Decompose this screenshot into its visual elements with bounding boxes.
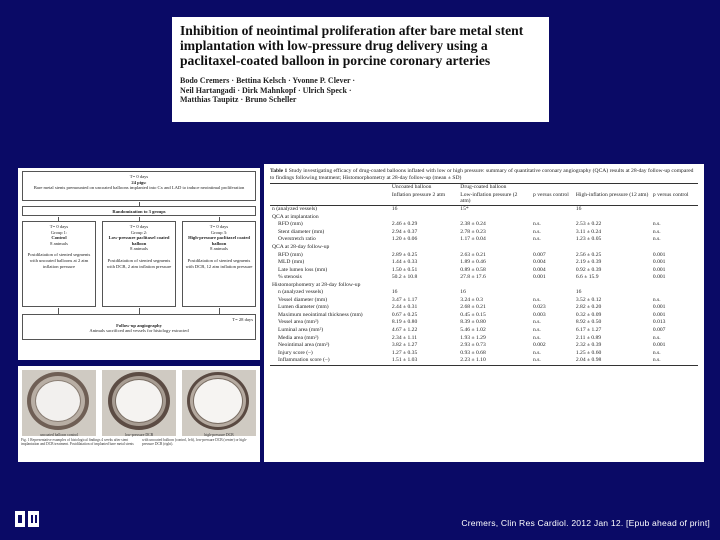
table-row xyxy=(270,342,698,350)
table-row-label: Lumen diameter (mm) xyxy=(278,304,329,311)
table-cell xyxy=(651,244,698,252)
table-row-label: n (analyzed vessels) xyxy=(272,206,318,213)
table-cell: n.s. xyxy=(652,221,661,228)
table-row xyxy=(270,357,698,365)
table-cell: 8.39 ± 0.80 xyxy=(460,319,486,326)
publisher-logo-icon xyxy=(14,509,40,529)
table-cell: 0.001 xyxy=(533,274,546,281)
table-header-cell: Drug-coated balloon xyxy=(458,184,531,192)
group-detail: Postdilatation of stented segments with DCB, 2 atm inflation pressure xyxy=(106,257,172,269)
table-cell: 2.04 ± 0.98 xyxy=(574,357,651,365)
table-row xyxy=(270,319,698,327)
table-cell xyxy=(531,206,574,214)
author-line: Neil Hartangadi · Dirk Mahnkopf · Ulrich Speck · xyxy=(180,85,352,95)
group-name: Group 1: xyxy=(50,229,68,235)
flowchart-day: T= 0 days xyxy=(129,174,149,179)
table-cell: 0.001 xyxy=(652,266,666,273)
histology-caption: Fig. 1 Representative examples of histological findings 4 weeks after stent implantation and DCB treatment. Postdilatation of implanted bare metal stents with uncoated balloon (control, left), low-pressure DCB (center) or high-pressure DCB (right). xyxy=(21,438,248,447)
table-cell: 0.45 ± 0.15 xyxy=(460,311,486,318)
table-row-label: Stent diameter (mm) xyxy=(278,228,325,235)
histology-label: low-pressure DCB xyxy=(124,433,154,437)
table-cell: 2.89 ± 0.25 xyxy=(391,251,418,258)
table-header-cell xyxy=(270,192,390,206)
flowchart-randomization: Randomization to 3 groups xyxy=(22,206,256,216)
group-name: Group 3: xyxy=(210,229,228,235)
table-cell: 16 xyxy=(460,289,466,296)
table-row xyxy=(270,297,698,305)
group-title: Low-pressure paclitaxel coated balloon xyxy=(108,235,170,246)
table-cell: 2.38 ± 0.24 xyxy=(460,221,486,228)
table-cell: 2.93 ± 0.73 xyxy=(460,342,486,349)
table-cell: 0.004 xyxy=(533,259,546,266)
table-row-label: Inflammation score (–) xyxy=(270,357,390,365)
group-day: T= 0 days xyxy=(49,224,69,229)
group-title: High-pressure paclitaxel coated balloon xyxy=(188,235,250,246)
table-body xyxy=(270,206,698,365)
table-cell: 0.007 xyxy=(652,326,666,333)
table-row-label: Injury score (–) xyxy=(278,349,313,356)
table-cell xyxy=(574,214,651,222)
table-row-label: QCA at implantation xyxy=(272,213,319,220)
table-cell: 1.50 ± 0.51 xyxy=(391,266,418,273)
flowchart-group-1 xyxy=(22,221,96,307)
table-cell: n.s. xyxy=(652,236,661,243)
table-row xyxy=(270,244,698,252)
table-cell: 1.23 ± 0.05 xyxy=(575,236,602,243)
group-animals: 8 animals xyxy=(210,246,228,252)
table-cell: 1.44 ± 0.33 xyxy=(391,259,418,266)
table-cell: 0.001 xyxy=(652,311,666,318)
paper-authors xyxy=(180,76,541,105)
table-row xyxy=(270,214,698,222)
table-header-cell xyxy=(651,184,698,192)
table-cell: 2.94 ± 0.37 xyxy=(391,228,418,235)
table-row-label: QCA at 28-day follow-up xyxy=(272,243,330,250)
table-row xyxy=(270,221,698,229)
table-cell: n.s. xyxy=(531,357,574,365)
table-cell: 2.19 ± 0.39 xyxy=(575,259,602,266)
table-row-label: Overstretch ratio xyxy=(278,236,316,243)
table-cell xyxy=(458,214,531,222)
table-cell xyxy=(390,214,458,222)
table-row-label: Vessel diameter (mm) xyxy=(278,296,328,303)
table-cell: 3.11 ± 0.24 xyxy=(575,228,602,235)
table-cell xyxy=(651,289,698,297)
table-cell: 0.001 xyxy=(652,259,666,266)
table-cell: 1.89 ± 0.46 xyxy=(460,259,486,266)
table-row-label: Late lumen loss (mm) xyxy=(278,266,328,273)
table-cell: n.s. xyxy=(652,334,661,341)
table-caption-text: Study investigating efficacy of drug-coated balloons inflated with low or high pressure: summary of quantitative coronary angiography (QCA) results at 28-day follow-up compared to findings following treatment; Histomorphometry at 28-day follow-up (mean ± SD) xyxy=(270,168,694,181)
table-row xyxy=(270,304,698,312)
table-cell: 0.001 xyxy=(652,342,666,349)
table-row xyxy=(270,267,698,275)
flowchart-pigs: 24 pigs: xyxy=(131,179,147,185)
table-row-label: n (analyzed vessels) xyxy=(278,289,324,296)
group-name: Group 2: xyxy=(130,229,148,235)
flowchart-top-box xyxy=(22,171,256,201)
table-row xyxy=(270,252,698,260)
followup-title: Follow-up angiography xyxy=(116,322,162,328)
table-cell: 2.46 ± 0.29 xyxy=(391,221,418,228)
table-row xyxy=(270,259,698,267)
table-cell: 6.17 ± 1.27 xyxy=(575,326,602,333)
table-cell xyxy=(390,282,458,290)
table-cell xyxy=(458,282,531,290)
table-cell: 1.17 ± 0.04 xyxy=(460,236,486,243)
table-cell: 0.001 xyxy=(652,304,666,311)
table-row xyxy=(270,327,698,335)
table-cell: 3.82 ± 1.27 xyxy=(391,342,418,349)
table-row-label: Luminal area (mm²) xyxy=(278,326,324,333)
table-row xyxy=(270,274,698,282)
table-cell xyxy=(531,282,574,290)
group-animals: 8 animals xyxy=(130,246,148,252)
table-cell: 2.44 ± 0.31 xyxy=(391,304,418,311)
table-header-cell xyxy=(270,184,390,192)
table-cell: 0.001 xyxy=(652,251,666,258)
table-header-cell: Inflation pressure 2 atm xyxy=(390,192,458,206)
table-cell xyxy=(390,244,458,252)
table-cell: 8.19 ± 0.80 xyxy=(391,319,418,326)
table-cell: 2.23 ± 1.10 xyxy=(458,357,531,365)
table-cell xyxy=(574,282,651,290)
table-header-row xyxy=(270,192,698,206)
table-header-cell: High-inflation pressure (12 atm) xyxy=(574,192,651,206)
table-cell: n.s. xyxy=(533,319,541,326)
histology-image-high-pressure xyxy=(182,370,256,436)
histology-image-panel xyxy=(18,366,260,462)
table-cell xyxy=(651,282,698,290)
table-caption xyxy=(270,168,698,181)
table-cell: 2.82 ± 0.20 xyxy=(575,304,602,311)
table-cell: n.s. xyxy=(533,221,541,228)
table-cell xyxy=(531,244,574,252)
table-cell: 4.67 ± 1.22 xyxy=(391,326,418,333)
histology-label: uncoated balloon control xyxy=(40,433,78,437)
table-header-cell xyxy=(531,184,574,192)
table-header-row xyxy=(270,184,698,192)
table-cell: 2.68 ± 0.21 xyxy=(460,304,486,311)
table-cell xyxy=(458,244,531,252)
table-row-label: Neointimal area (mm²) xyxy=(278,342,330,349)
table-cell: 3.24 ± 0.3 xyxy=(460,296,483,303)
histology-image-low-pressure xyxy=(102,370,176,436)
group-animals: 8 animals xyxy=(50,240,68,246)
table-cell: n.s. xyxy=(533,228,541,235)
table-cell xyxy=(651,206,698,214)
table-cell: 1.93 ± 1.29 xyxy=(460,334,486,341)
table-cell: 0.023 xyxy=(533,304,546,311)
table-header-cell: Uncoated balloon xyxy=(390,184,458,192)
table-row xyxy=(270,312,698,320)
results-table-panel xyxy=(264,164,704,462)
table-cell: 0.007 xyxy=(533,251,546,258)
table-cell: 6.6 ± 15.9 xyxy=(575,274,599,281)
table-caption-label: Table 1 xyxy=(270,168,288,174)
table-cell: n.s. xyxy=(533,334,541,341)
table-cell: 2.63 ± 0.21 xyxy=(460,251,486,258)
table-cell: 0.002 xyxy=(533,342,546,349)
table-cell: 2.34 ± 1.11 xyxy=(391,334,418,341)
table-cell: 0.013 xyxy=(652,319,666,326)
followup-sub: Animals sacrificed and vessels for histology extracted xyxy=(89,328,189,334)
table-row xyxy=(270,289,698,297)
table-cell: n.s. xyxy=(652,349,661,356)
table-row-label: MLD (mm) xyxy=(278,259,305,266)
table-header-cell: Low-inflation pressure (2 atm) xyxy=(458,192,531,206)
table-cell: 3.47 ± 1.17 xyxy=(391,296,418,303)
table-cell: n.s. xyxy=(533,236,541,243)
table-cell: 1.25 ± 0.60 xyxy=(575,349,602,356)
table-cell: 5.46 ± 1.02 xyxy=(460,326,486,333)
table-cell: 16 xyxy=(391,206,398,213)
table-cell: n.s. xyxy=(651,357,698,365)
table-cell: n.s. xyxy=(652,228,661,235)
table-cell: 8.92 ± 0.50 xyxy=(575,319,602,326)
citation: Cremers, Clin Res Cardiol. 2012 Jan 12. [Epub ahead of print] xyxy=(461,518,710,528)
table-cell: 0.001 xyxy=(652,274,666,281)
table-cell: 1.51 ± 1.03 xyxy=(390,357,458,365)
flowchart-group-2 xyxy=(102,221,176,307)
table-row-label: Media area (mm²) xyxy=(278,334,319,341)
group-day: T= 0 days xyxy=(129,224,149,229)
study-flowchart xyxy=(18,168,260,360)
table-row-label: Histomorphometry at 28-day follow-up xyxy=(272,281,361,288)
table-cell xyxy=(651,214,698,222)
table-cell xyxy=(574,244,651,252)
histology-label: high-pressure DCB xyxy=(204,433,234,437)
table-cell: 2.32 ± 0.39 xyxy=(575,342,602,349)
table-cell: 0.004 xyxy=(533,266,546,273)
table-cell: 2.11 ± 0.89 xyxy=(575,334,602,341)
table-row xyxy=(270,236,698,244)
author-line: Matthias Taupitz · Bruno Scheller xyxy=(180,95,297,105)
group-detail: Postdilatation of stented segments with DCB, 12 atm inflation pressure xyxy=(185,257,253,269)
table-cell: 3.52 ± 0.12 xyxy=(575,296,602,303)
author-line: Bodo Cremers · Bettina Kelsch · Yvonne P. Clever · xyxy=(180,76,356,85)
table-cell: n.s. xyxy=(652,296,661,303)
table-cell: 0.003 xyxy=(533,311,546,318)
table-cell xyxy=(531,289,574,297)
table-row xyxy=(270,229,698,237)
results-table xyxy=(270,183,698,366)
table-cell: 0.93 ± 0.68 xyxy=(460,349,486,356)
table-cell: n.s. xyxy=(533,349,541,356)
table-header-cell: p versus control xyxy=(531,192,574,206)
table-cell: 2.78 ± 0.23 xyxy=(460,228,486,235)
histology-image-control xyxy=(22,370,96,436)
table-row-label: Maximum neointimal thickness (mm) xyxy=(278,311,363,318)
table-row-label: RFD (mm) xyxy=(278,221,303,228)
table-cell: 2.56 ± 0.25 xyxy=(575,251,602,258)
group-detail: Postdilatation of stented segments with uncoated balloons at 2 atm inflation pressure xyxy=(27,252,91,269)
flowchart-procedure: Bare metal stents premounted on uncoated balloons implanted into Cx and LAD to induce neointimal proliferation xyxy=(33,185,245,191)
paper-title-card xyxy=(172,17,549,122)
table-cell: 0.89 ± 0.58 xyxy=(460,266,486,273)
table-cell: 0.32 ± 0.09 xyxy=(575,311,602,318)
table-cell: 0.92 ± 0.39 xyxy=(575,266,602,273)
table-cell: 27.8 ± 17.6 xyxy=(460,274,486,281)
table-cell: 16 xyxy=(575,289,582,296)
flowchart-followup-box xyxy=(22,314,256,340)
table-row xyxy=(270,206,698,214)
table-cell xyxy=(531,214,574,222)
table-cell: 2.53 ± 0.22 xyxy=(575,221,602,228)
table-cell: 16 xyxy=(575,206,582,213)
table-header-cell: p versus control xyxy=(651,192,698,206)
table-row-label: Vessel area (mm²) xyxy=(278,319,319,326)
table-cell: 0.67 ± 0.25 xyxy=(391,311,418,318)
table-cell: n.s. xyxy=(533,296,541,303)
table-row xyxy=(270,282,698,290)
flowchart-group-3 xyxy=(182,221,256,307)
table-cell: 16 xyxy=(391,289,398,296)
table-row xyxy=(270,350,698,358)
table-row-label: RFD (mm) xyxy=(278,251,303,258)
table-header-cell xyxy=(574,184,651,192)
group-title: Control xyxy=(51,235,67,241)
followup-day: T= 28 days xyxy=(232,317,253,322)
table-row-label: % stenosis xyxy=(278,274,302,281)
table-cell: 1.20 ± 0.06 xyxy=(391,236,418,243)
table-cell: 15* xyxy=(460,206,469,213)
paper-title: Inhibition of neointimal proliferation after bare metal stent implantation with low-pressure drug delivery using a paclitaxel-coated balloon in porcine coronary arteries xyxy=(180,23,524,68)
table-cell: 50.2 ± 10.8 xyxy=(391,274,418,281)
group-day: T= 0 days xyxy=(209,224,229,229)
table-cell: 1.27 ± 0.35 xyxy=(391,349,418,356)
table-cell: n.s. xyxy=(533,326,541,333)
table-row xyxy=(270,335,698,343)
